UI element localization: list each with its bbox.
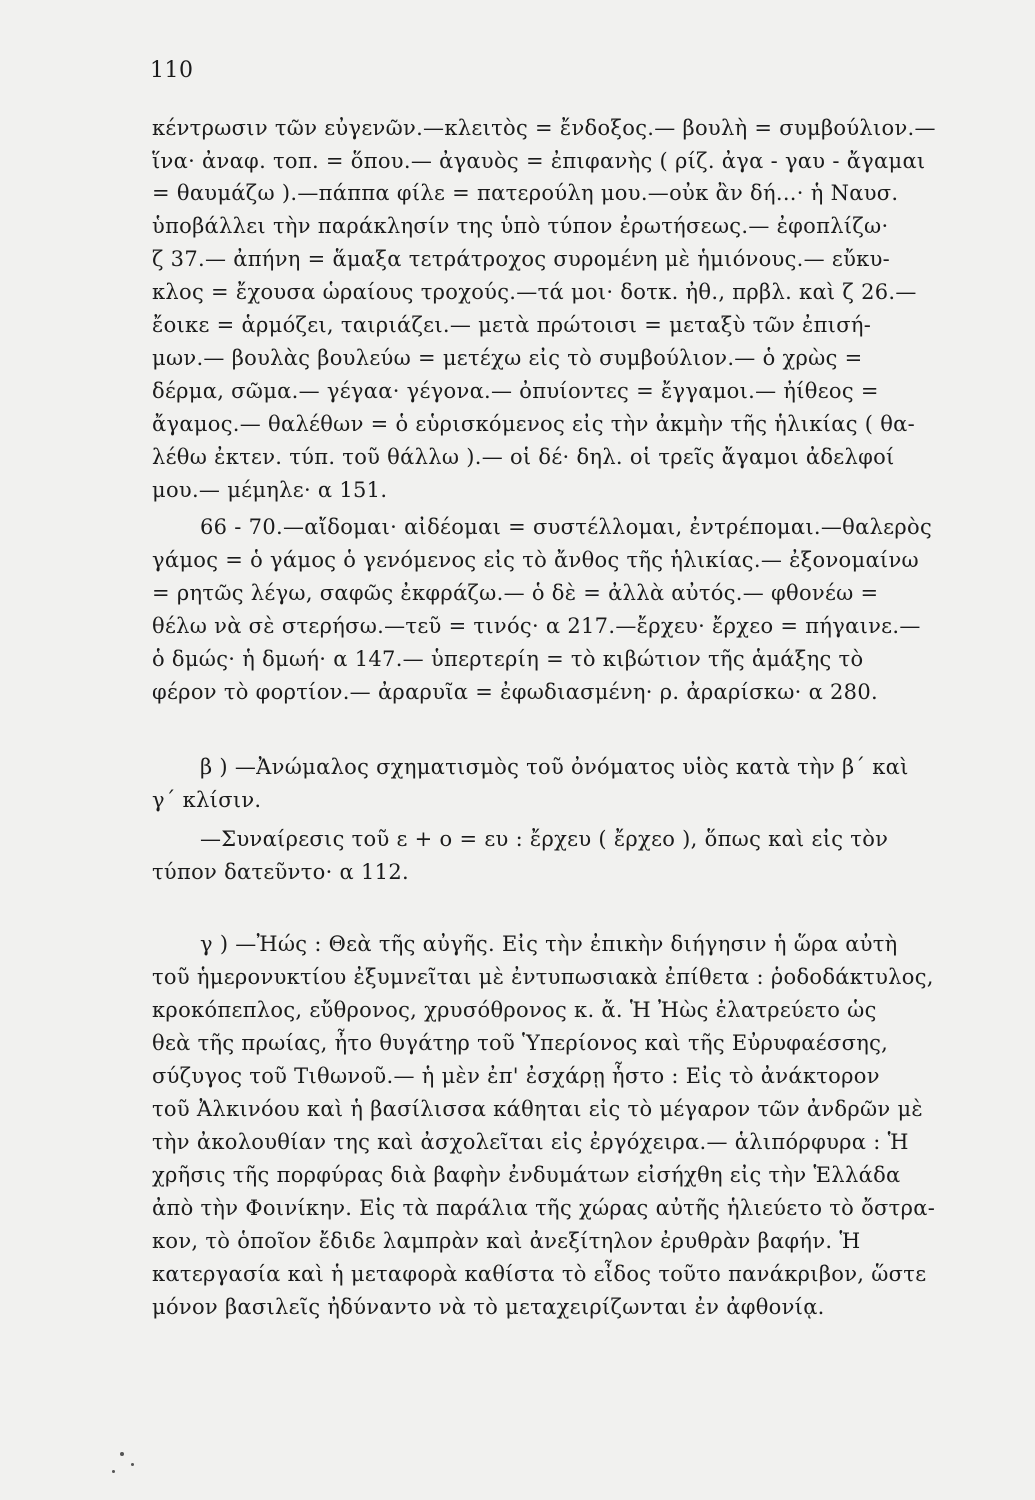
text-line: κον, τὸ ὁποῖον ἔδιδε λαμπρὰν καὶ ἀνεξίτηλον ἐρυθρὰν βαφήν. Ἡ bbox=[152, 1229, 861, 1253]
text-line: β ) —Ἀνώμαλος σχηματισμὸς τοῦ ὀνόματος υἱὸς κατὰ τὴν β΄ καὶ bbox=[200, 755, 909, 779]
text-line: μόνον βασιλεῖς ἠδύναντο νὰ τὸ μεταχειρίζωνται ἐν ἀφθονίᾳ. bbox=[152, 1295, 825, 1319]
text-line: γ ) —Ἠώς : Θεὰ τῆς αὐγῆς. Εἰς τὴν ἐπικὴν διήγησιν ἡ ὥρα αὐτὴ bbox=[200, 932, 898, 956]
text-line: ἵνα· ἀναφ. τοπ. = ὅπου.— ἀγαυὸς = ἐπιφανὴς ( ρίζ. ἀγα - γαυ - ἄγαμαι bbox=[152, 149, 926, 173]
text-line: ὑποβάλλει τὴν παράκλησίν της ὑπὸ τύπον ἐρωτήσεως.— ἐφοπλίζω· bbox=[152, 214, 889, 238]
text-line: γ΄ κλίσιν. bbox=[152, 788, 262, 812]
text-line: τοῦ Ἀλκινόου καὶ ἡ βασίλισσα κάθηται εἰς τὸ μέγαρον τῶν ἀνδρῶν μὲ bbox=[152, 1097, 923, 1121]
text-line: = θαυμάζω ).—πάππα φίλε = πατερούλη μου.—οὐκ ἂν δή...· ἡ Ναυσ. bbox=[152, 181, 899, 205]
text-line: λέθω ἐκτεν. τύπ. τοῦ θάλλω ).— οἱ δέ· δηλ. οἱ τρεῖς ἄγαμοι ἀδελφοί bbox=[152, 445, 895, 469]
text-line: τοῦ ἡμερονυκτίου ἐξυμνεῖται μὲ ἐντυπωσιακὰ ἐπίθετα : ῥοδοδάκτυλος, bbox=[152, 965, 934, 989]
text-line: —Συναίρεσις τοῦ ε + ο = ευ : ἔρχευ ( ἔρχεο ), ὅπως καὶ εἰς τὸν bbox=[200, 827, 889, 851]
text-line: κροκόπεπλος, εὔθρονος, χρυσόθρονος κ. ἄ. Ἡ Ἠὼς ἐλατρεύετο ὡς bbox=[152, 998, 877, 1022]
text-line: φέρον τὸ φορτίον.— ἀραρυῖα = ἐφωδιασμένη· ρ. ἀραρίσκω· α 280. bbox=[152, 680, 878, 704]
text-line: ἄγαμος.— θαλέθων = ὁ εὑρισκόμενος εἰς τὴν ἀκμὴν τῆς ἡλικίας ( θα- bbox=[152, 412, 916, 436]
text-line: ἔοικε = ἁρμόζει, ταιριάζει.— μετὰ πρώτοισι = μεταξὺ τῶν ἐπισή- bbox=[152, 313, 872, 337]
text-line: = ρητῶς λέγω, σαφῶς ἐκφράζω.— ὁ δὲ = ἀλλὰ αὐτός.— φθονέω = bbox=[152, 581, 879, 605]
text-line: μων.— βουλὰς βουλεύω = μετέχω εἰς τὸ συμβούλιον.— ὁ χρὼς = bbox=[152, 346, 863, 370]
text-line: θέλω νὰ σὲ στερήσω.—τεῦ = τινός· α 217.—ἔρχευ· ἔρχεο = πήγαινε.— bbox=[152, 614, 921, 638]
text-line: δέρμα, σῶμα.— γέγαα· γέγονα.— ὀπυίοντες = ἔγγαμοι.— ἠίθεος = bbox=[152, 379, 879, 403]
page-number: 110 bbox=[150, 58, 194, 83]
text-line: ἀπὸ τὴν Φοινίκην. Εἰς τὰ παράλια τῆς χώρας αὐτῆς ἡλιεύετο τὸ ὄστρα- bbox=[152, 1196, 936, 1220]
text-line: κέντρωσιν τῶν εὐγενῶν.—κλειτὸς = ἔνδοξος.— βουλὴ = συμβούλιον.— bbox=[152, 116, 936, 140]
text-line: σύζυγος τοῦ Τιθωνοῦ.— ἡ μὲν ἐπ' ἐσχάρῃ ἧστο : Εἰς τὸ ἀνάκτορον bbox=[152, 1064, 880, 1088]
text-line: γάμος = ὁ γάμος ὁ γενόμενος εἰς τὸ ἄνθος τῆς ἡλικίας.— ἐξονομαίνω bbox=[152, 548, 919, 572]
text-line: τύπον δατεῦντο· α 112. bbox=[152, 860, 409, 884]
text-line: 66 - 70.—αἴδομαι· αἰδέομαι = συστέλλομαι, ἐντρέπομαι.—θαλερὸς bbox=[200, 515, 933, 539]
text-line: κατεργασία καὶ ἡ μεταφορὰ καθίστα τὸ εἶδος τοῦτο πανάκριβον, ὥστε bbox=[152, 1262, 927, 1286]
text-line: ζ 37.— ἀπήνη = ἅμαξα τετράτροχος συρομένη μὲ ἡμιόνους.— εὔκυ- bbox=[152, 247, 891, 271]
text-line: χρῆσις τῆς πορφύρας διὰ βαφὴν ἐνδυμάτων εἰσήχθη εἰς τὴν Ἑλλάδα bbox=[152, 1163, 901, 1187]
text-line: κλος = ἔχουσα ὡραίους τροχούς.—τά μοι· δοτκ. ἠθ., πρβλ. καὶ ζ 26.— bbox=[152, 280, 917, 304]
text-line: θεὰ τῆς πρωίας, ἦτο θυγάτηρ τοῦ Ὑπερίονος καὶ τῆς Εὐρυφαέσσης, bbox=[152, 1031, 889, 1055]
text-line: τὴν ἀκολουθίαν της καὶ ἀσχολεῖται εἰς ἐργόχειρα.— ἁλιπόρφυρα : Ἡ bbox=[152, 1130, 909, 1154]
paper-speck bbox=[112, 1470, 115, 1473]
paper-speck bbox=[120, 1452, 124, 1456]
text-line: ὁ δμώς· ἡ δμωή· α 147.— ὑπερτερίη = τὸ κιβώτιον τῆς ἁμάξης τὸ bbox=[152, 647, 864, 671]
paper-speck bbox=[131, 1463, 134, 1466]
text-line: μου.— μέμηλε· α 151. bbox=[152, 478, 388, 502]
